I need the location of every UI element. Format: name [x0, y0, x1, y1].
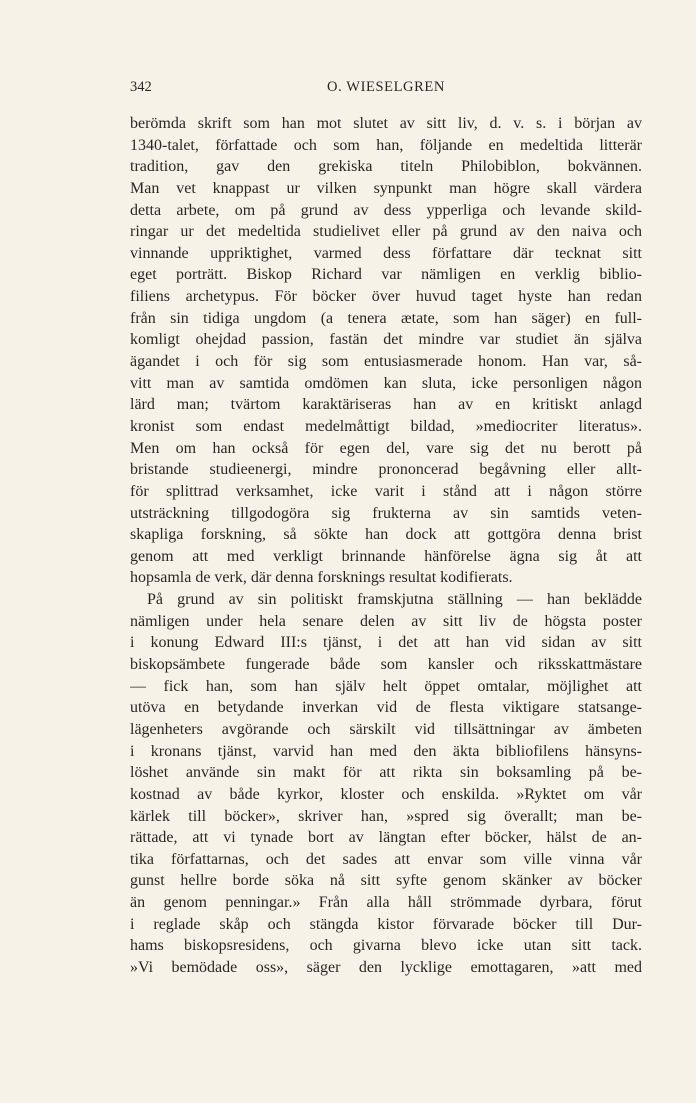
text-line: bristande studieenergi, mindre prononcerad begåvning eller allt-: [130, 461, 642, 479]
text-line: eget porträtt. Biskop Richard var nämligen en verklig biblio-: [130, 266, 642, 284]
text-line: skapliga forskning, så sökte han dock att gottgöra denna brist: [130, 526, 642, 544]
text-line: vitt man av samtida omdömen kan sluta, icke personligen någon: [130, 374, 642, 392]
text-line: berömda skrift som han mot slutet av sitt liv, d. v. s. i början av: [130, 115, 642, 132]
running-title: O. WIESELGREN: [327, 79, 445, 95]
text-line: kostnad av både kyrkor, kloster och enskilda. »Ryktet om vår: [130, 785, 642, 803]
text-line: än genom penningar.» Från alla håll strömmade dyrbara, förut: [130, 894, 642, 912]
text-line: 1340-talet, författade och som han, följande en medeltida litterär: [130, 136, 642, 154]
text-line: för splittrad verksamhet, icke varit i stånd att i någon större: [130, 482, 642, 500]
text-line: ringar ur det medeltida studielivet eller på grund av den naiva och: [130, 223, 642, 241]
text-line: biskopsämbete fungerade både som kansler och riksskattmästare: [130, 656, 642, 674]
text-line: tika författarnas, och det sades att envar som ville vinna vår: [130, 850, 642, 868]
text-line: nämligen under hela senare delen av sitt liv de högsta poster: [130, 612, 642, 630]
text-line: löshet använde sin makt för att rikta sin boksamling på be-: [130, 764, 642, 782]
page-number: 342: [130, 79, 152, 95]
text-line: Man vet knappast ur vilken synpunkt man högre skall värdera: [130, 179, 642, 197]
text-line: filiens archetypus. För böcker över huvud taget hyste han redan: [130, 288, 642, 306]
text-line: — fick han, som han själv helt öppet omtalar, möjlighet att: [130, 677, 642, 695]
text-line: lägenheters avgörande och särskilt vid tillsättningar av ämbeten: [130, 720, 642, 738]
text-line: kärlek till böcker», skriver han, »spred sig överallt; man be-: [130, 807, 642, 825]
text-line: komligt ohejdad passion, fastän det mindre var studiet än själva: [130, 331, 642, 349]
text-line: utsträckning tillgodogöra sig frukterna av sin samtids veten-: [130, 504, 642, 522]
text-line: genom att med verkligt brinnande hänförelse ägna sig åt att: [130, 547, 642, 565]
text-line: hams biskopsresidens, och givarna blevo icke utan sitt tack.: [130, 937, 642, 955]
text-line: från sin tidiga ungdom (a tenera ætate, som han säger) en full-: [130, 309, 642, 327]
text-line: vinnande uppriktighet, varmed dess författare där tecknat sitt: [130, 244, 642, 262]
text-line: På grund av sin politiskt framskjutna ställning — han beklädde: [147, 591, 642, 609]
text-line: »Vi bemödade oss», säger den lycklige emottagaren, »att med: [130, 958, 642, 976]
text-line: i kronans tjänst, varvid han med den äkta bibliofilens hänsyns-: [130, 742, 642, 760]
text-line: detta arbete, om på grund av dess ypperliga och levande skild-: [130, 201, 642, 219]
page-header: [130, 79, 642, 99]
body-text: [130, 113, 642, 979]
text-line: i konung Edward III:s tjänst, i det att han vid sidan av sitt: [130, 634, 642, 652]
text-line: gunst hellre borde söka nå sitt syfte genom skänker av böcker: [130, 872, 642, 890]
text-line: hopsamla de verk, där denna forsknings resultat kodifierats.: [130, 569, 513, 587]
text-line: tradition, gav den grekiska titeln Philobiblon, bokvännen.: [130, 158, 642, 176]
text-line: utöva en betydande inverkan vid de flesta viktigare statsange-: [130, 699, 642, 717]
text-line: rättade, att vi tynade bort av längtan efter böcker, hälst de an-: [130, 829, 642, 847]
text-line: i reglade skåp och stängda kistor förvarade böcker till Dur-: [130, 915, 642, 933]
text-line: Men om han också för egen del, vare sig det nu berott på: [130, 439, 642, 457]
text-line: ägandet i och för sig som entusiasmerade honom. Han var, så-: [130, 353, 642, 371]
text-line: kronist som endast medelmåttigt bildad, »mediocriter literatus».: [130, 417, 642, 435]
text-line: lärd man; tvärtom karaktäriseras han av en kritiskt anlagd: [130, 396, 642, 414]
